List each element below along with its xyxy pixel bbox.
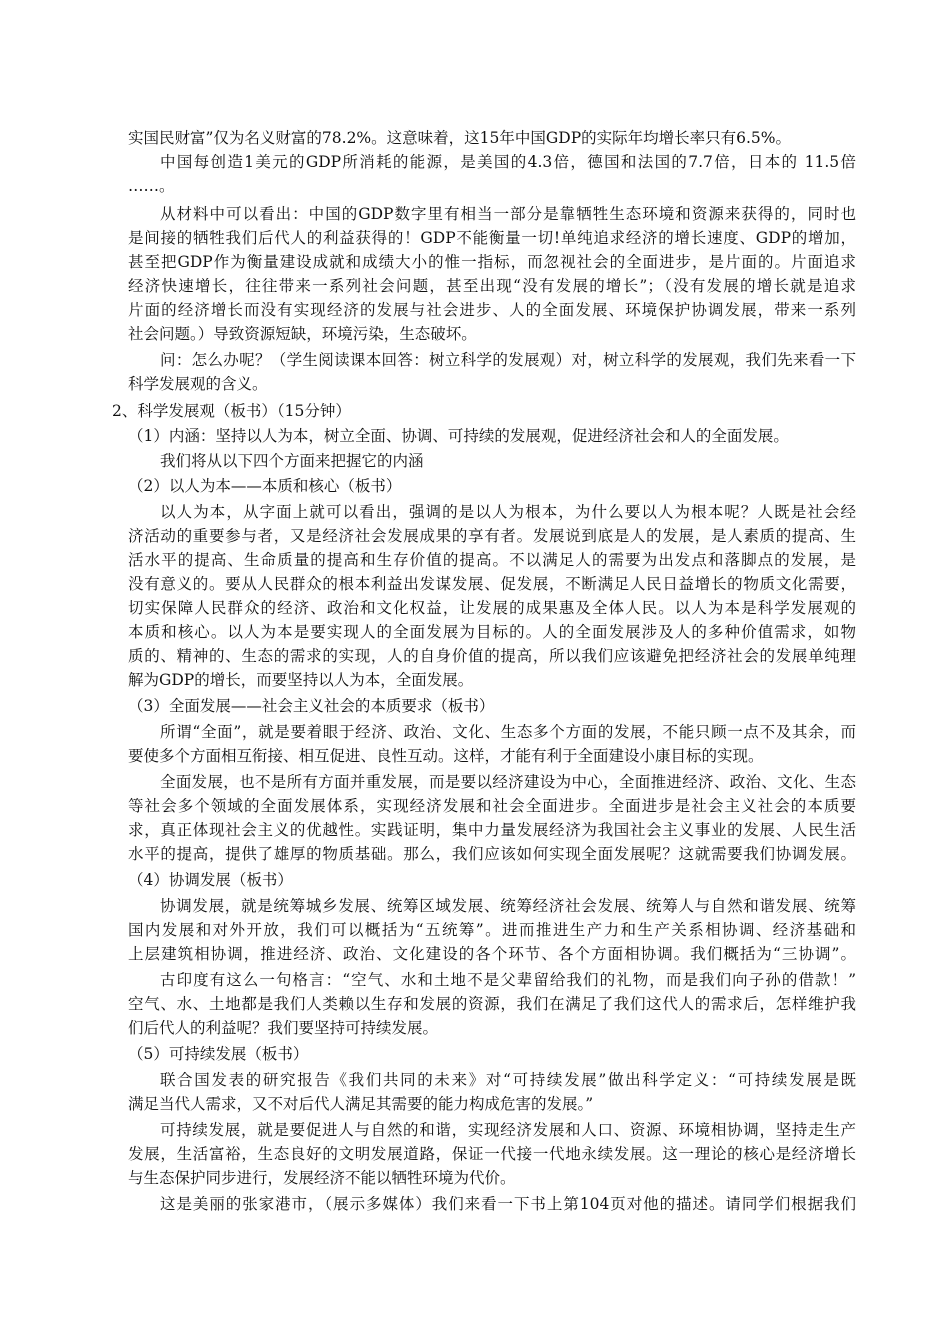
text-line: 甚至把GDP作为衡量建设成就和成绩大小的惟一指标，而忽视社会的全面进步，是片面的。片面追求 <box>128 253 856 271</box>
text-line: 以人为本，从字面上就可以看出，强调的是以人为根本，为什么要以人为根本呢？人既是社会经 <box>160 503 856 521</box>
subsection-heading: （1）内涵：坚持以人为本，树立全面、协调、可持续的发展观，促进经济社会和人的全面发展。 <box>128 427 789 445</box>
text-line: 济活动的重要参与者，又是经济社会发展成果的享有者。发展说到底是人的发展，是人素质的提高、生 <box>128 527 856 545</box>
text-line: 是间接的牺牲我们后代人的利益获得的！GDP不能衡量一切!单纯追求经济的增长速度、GDP的增加， <box>128 229 856 247</box>
text-line: 经济快速增长，往往带来一系列社会问题，甚至出现“没有发展的增长”；（没有发展的增长就是追求 <box>128 277 856 295</box>
text-line: 等社会多个领域的全面发展体系，实现经济发展和社会全面进步。全面进步是社会主义社会的本质要 <box>128 797 856 815</box>
text-line: 水平的提高，提供了雄厚的物质基础。那么，我们应该如何实现全面发展呢？这就需要我们协调发展。 <box>128 845 856 863</box>
text-line: 切实保障人民群众的经济、政治和文化权益，让发展的成果惠及全体人民。以人为本是科学发展观的 <box>128 599 856 617</box>
text-line: 国内发展和对外开放，我们可以概括为“五统筹”。进而推进生产力和生产关系相协调、经济基础和 <box>128 921 856 939</box>
text-line: 社会问题。）导致资源短缺，环境污染，生态破坏。 <box>128 325 477 343</box>
section-heading: 2、科学发展观（板书）（15分钟） <box>112 402 351 420</box>
subsection-heading: （2）以人为本——本质和核心（板书） <box>128 477 402 495</box>
text-line: 发展，生活富裕，生态良好的文明发展道路，保证一代接一代地永续发展。这一理论的核心是经济增长 <box>128 1145 856 1163</box>
text-line: 实国民财富”仅为名义财富的78.2%。这意味着，这15年中国GDP的实际年均增长率只有6.5%。 <box>128 129 792 147</box>
text-line: 上层建筑相协调，推进经济、政治、文化建设的各个环节、各个方面相协调。我们概括为“三协调”。 <box>128 945 856 963</box>
text-line: 活水平的提高、生命质量的提高和生存价值的提高。不以满足人的需要为出发点和落脚点的发展，是 <box>128 551 856 569</box>
text-line: 可持续发展，就是要促进人与自然的和谐，实现经济发展和人口、资源、环境相协调，坚持走生产 <box>160 1121 856 1139</box>
text-line: 们后代人的利益呢？我们要坚持可持续发展。 <box>128 1019 439 1037</box>
text-line: 古印度有这么一句格言：“空气、水和土地不是父辈留给我们的礼物，而是我们向子孙的借款！” <box>160 971 856 989</box>
text-line: 我们将从以下四个方面来把握它的内涵 <box>160 452 424 470</box>
text-line: 质的、精神的、生态的需求的实现，人的自身价值的提高，所以我们应该避免把经济社会的发展单纯理 <box>128 647 856 665</box>
text-line: 解为GDP的增长，而要坚持以人为本，全面发展。 <box>128 671 474 689</box>
text-line: ……。 <box>128 177 175 195</box>
text-line: 求，真正体现社会主义的优越性。实践证明，集中力量发展经济为我国社会主义事业的发展、人民生活 <box>128 821 856 839</box>
text-line: 所谓“全面”，就是要着眼于经济、政治、文化、生态多个方面的发展，不能只顾一点不及其余，而 <box>160 723 856 741</box>
text-line: 从材料中可以看出：中国的GDP数字里有相当一部分是靠牺牲生态环境和资源来获得的，同时也 <box>160 205 856 223</box>
subsection-heading: （3）全面发展——社会主义社会的本质要求（板书） <box>128 697 495 715</box>
text-line: 与生态保护同步进行，发展经济不能以牺牲环境为代价。 <box>128 1169 516 1187</box>
text-line: 科学发展观的含义。 <box>128 375 268 393</box>
text-line: 协调发展，就是统筹城乡发展、统筹区域发展、统筹经济社会发展、统筹人与自然和谐发展、统筹 <box>160 897 856 915</box>
text-line: 满足当代人需求，又不对后代人满足其需要的能力构成危害的发展。” <box>128 1095 594 1113</box>
subsection-heading: （5）可持续发展（板书） <box>128 1045 309 1063</box>
text-line: 问：怎么办呢？（学生阅读课本回答：树立科学的发展观）对，树立科学的发展观，我们先来看一下 <box>160 351 856 369</box>
text-line: 全面发展，也不是所有方面并重发展，而是要以经济建设为中心，全面推进经济、政治、文化、生态 <box>160 773 856 791</box>
text-line: 要使多个方面相互衔接、相互促进、良性互动。这样，才能有利于全面建设小康目标的实现。 <box>128 747 764 765</box>
text-line: 空气、水、土地都是我们人类赖以生存和发展的资源，我们在满足了我们这代人的需求后，怎样维护我 <box>128 995 856 1013</box>
text-line: 联合国发表的研究报告《我们共同的未来》对“可持续发展”做出科学定义：“可持续发展是既 <box>160 1071 856 1089</box>
text-line: 本质和核心。以人为本是要实现人的全面发展为目标的。人的全面发展涉及人的多种价值需求，如物 <box>128 623 856 641</box>
text-line: 中国每创造1美元的GDP所消耗的能源，是美国的4.3倍，德国和法国的7.7倍，日本的 11.5倍 <box>160 153 856 171</box>
subsection-heading: （4）协调发展（板书） <box>128 871 293 889</box>
text-line: 片面的经济增长而没有实现经济的发展与社会进步、人的全面发展、环境保护协调发展，带来一系列 <box>128 301 856 319</box>
text-line: 这是美丽的张家港市，（展示多媒体）我们来看一下书上第104页对他的描述。请同学们根据我们 <box>160 1195 856 1213</box>
text-line: 没有意义的。要从人民群众的根本利益出发谋发展、促发展，不断满足人民日益增长的物质文化需要， <box>128 575 856 593</box>
